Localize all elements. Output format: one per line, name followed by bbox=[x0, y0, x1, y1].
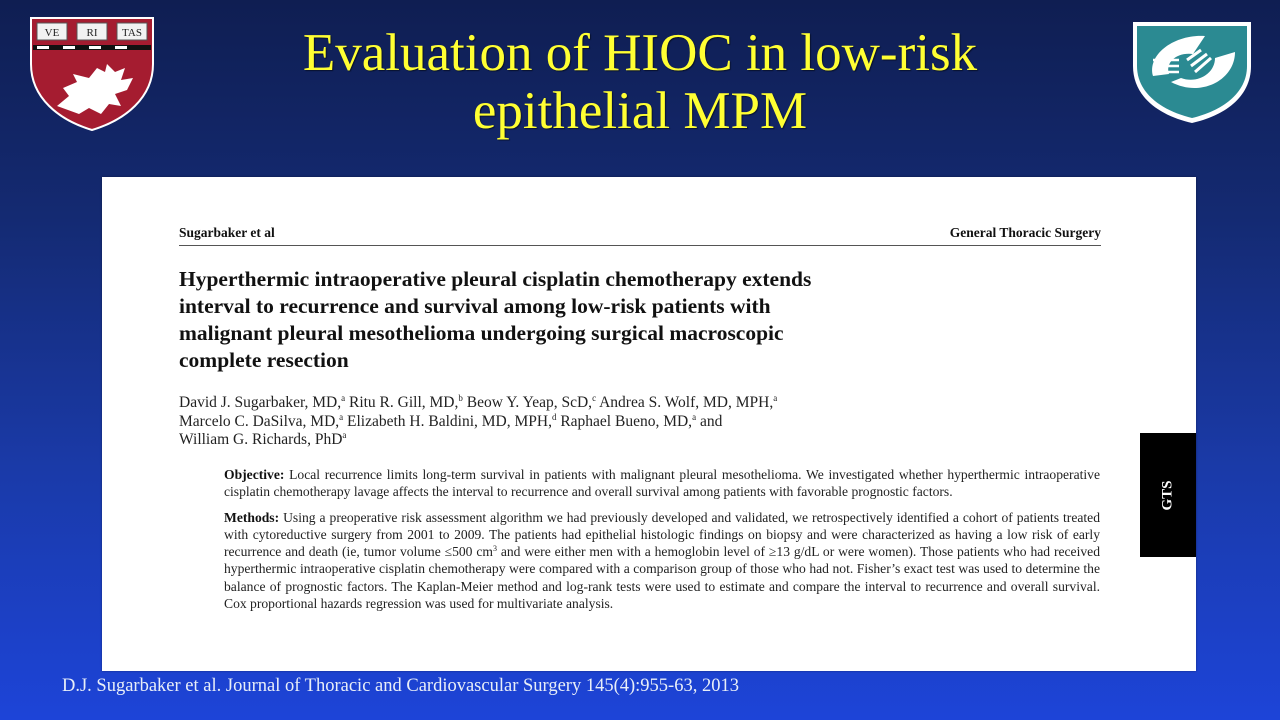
article-title bbox=[179, 266, 1109, 374]
svg-text:VE: VE bbox=[44, 27, 60, 39]
abstract-methods bbox=[224, 509, 1100, 612]
article-title-line: complete resection bbox=[179, 348, 349, 372]
interlocking-hands-shield-icon bbox=[1131, 20, 1253, 124]
article-title-line: interval to recurrence and survival among low-risk patients with bbox=[179, 294, 771, 318]
affiliation-mark: b bbox=[458, 393, 463, 403]
author: Raphael Bueno, MD, bbox=[560, 412, 693, 430]
author: William G. Richards, PhD bbox=[179, 431, 343, 448]
methods-label: Methods: bbox=[224, 510, 280, 526]
affiliation-mark: a bbox=[341, 393, 346, 403]
affiliation-mark: a bbox=[339, 411, 344, 422]
author: Andrea S. Wolf, MD, MPH, bbox=[599, 394, 774, 411]
author-line bbox=[179, 413, 1079, 432]
running-head-authors: Sugarbaker et al bbox=[179, 225, 275, 240]
svg-text:RI: RI bbox=[86, 27, 98, 39]
author: Ritu R. Gill, MD, bbox=[348, 394, 459, 411]
author: Beow Y. Yeap, ScD, bbox=[466, 394, 593, 411]
author-line bbox=[179, 431, 1079, 450]
methods-text-continued: and were either men with a hemoglobin level of ≥13 g/dL or were women). Those patients who had received hyperthermic intraoperative cisplatin chemotherapy were compared with a comparison group of those who had not. Fisher’s exact test was used to determine the balance of prognostic factors. The Kaplan-Meier method and log-rank tests were used to estimate and compare the interval to recurrence and overall survival. Cox proportional hazards regression was used for multivariate analysis. bbox=[224, 544, 1100, 611]
author-line bbox=[179, 394, 1079, 413]
author-list bbox=[179, 394, 1079, 450]
affiliation-mark: c bbox=[592, 393, 597, 403]
slide-title-line-1: Evaluation of HIOC in low-risk bbox=[302, 24, 978, 82]
affiliation-mark: a bbox=[342, 430, 347, 440]
gts-side-tab-label: GTS bbox=[1159, 479, 1176, 511]
abstract bbox=[224, 466, 1100, 621]
objective-text: Local recurrence limits long-term survival in patients with malignant pleural mesothelioma. We investigated whether hyperthermic intraoperative cisplatin chemotherapy lavage affects the interval to recurrence and overall survival among patients with favorable prognostic factors. bbox=[224, 467, 1100, 500]
citation-footer: D.J. Sugarbaker et al. Journal of Thoracic and Cardiovascular Surgery 145(4):955-63, 2013 bbox=[62, 676, 739, 696]
article-title-line: malignant pleural mesothelioma undergoing surgical macroscopic bbox=[179, 321, 784, 345]
author-conjunction: and bbox=[699, 412, 723, 430]
slide-title-line-2: epithelial MPM bbox=[472, 82, 808, 140]
article-title-line: Hyperthermic intraoperative pleural cisplatin chemotherapy extends bbox=[179, 267, 812, 291]
superscript: 3 bbox=[492, 544, 497, 554]
running-head-section: General Thoracic Surgery bbox=[949, 225, 1101, 240]
affiliation-mark: a bbox=[773, 393, 778, 403]
svg-text:TAS: TAS bbox=[122, 27, 142, 39]
harvard-shield-icon bbox=[27, 16, 157, 132]
author: Elizabeth H. Baldini, MD, MPH, bbox=[347, 412, 552, 430]
author: David J. Sugarbaker, MD, bbox=[179, 394, 342, 411]
abstract-objective bbox=[224, 466, 1100, 500]
affiliation-mark: d bbox=[551, 411, 557, 422]
running-head bbox=[179, 223, 1101, 246]
affiliation-mark: a bbox=[692, 411, 697, 422]
slide-title bbox=[140, 24, 1140, 140]
paper-excerpt bbox=[102, 177, 1196, 671]
methods-text: Using a preoperative risk assessment algorithm we had previously developed and validated, we retrospectively identified a cohort of patients treated with cytoreductive surgery from 2001 to 2009. The patients had epithelial histologic findings on biopsy and were characterized as having a low risk of early recurrence and death (ie, tumor volume ≤500 cm bbox=[224, 510, 1100, 560]
gts-side-tab bbox=[1140, 433, 1196, 557]
author: Marcelo C. DaSilva, MD, bbox=[179, 412, 340, 430]
objective-label: Objective: bbox=[224, 467, 285, 482]
